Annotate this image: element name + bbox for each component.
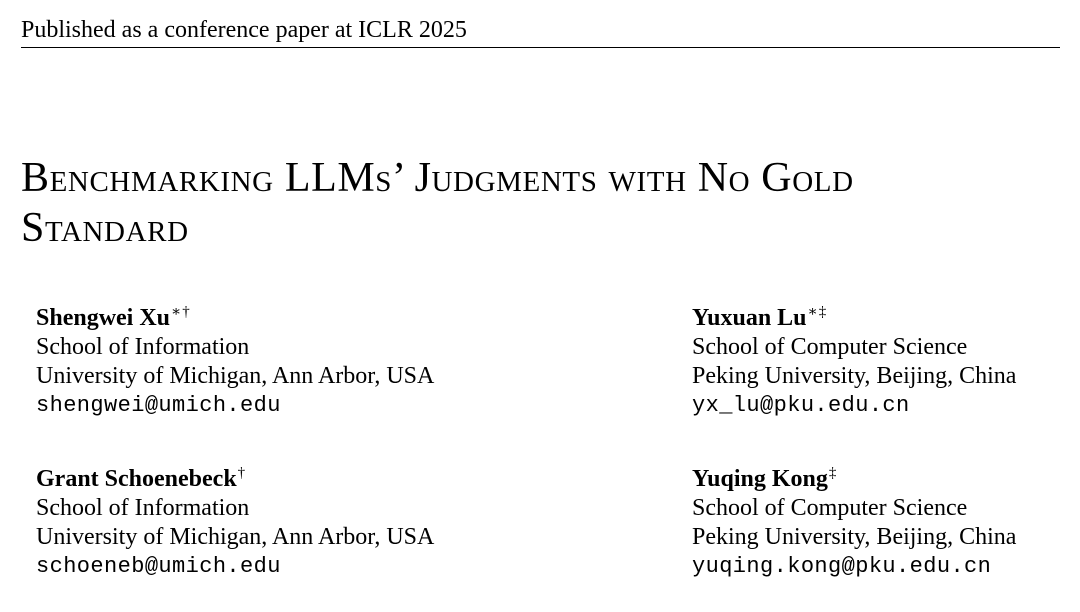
- author-name: Yuxuan Lu: [692, 305, 807, 331]
- author-name: Yuqing Kong: [692, 466, 828, 492]
- author-footnote-marks: †: [237, 465, 247, 481]
- author-location: University of Michigan, Ann Arbor, USA: [36, 524, 435, 550]
- author-location: Peking University, Beijing, China: [692, 524, 1017, 550]
- author-name: Grant Schoenebeck: [36, 466, 237, 492]
- author-block: [692, 304, 1016, 420]
- author-affiliation: School of Computer Science: [692, 495, 968, 521]
- author-footnote-marks: ∗‡: [807, 304, 828, 320]
- author-email: shengwei@umich.edu: [36, 393, 281, 418]
- author-email: yx_lu@pku.edu.cn: [692, 393, 910, 418]
- header-divider: [21, 47, 1060, 48]
- author-name-row: [692, 304, 1016, 333]
- author-name-row: [36, 304, 434, 333]
- author-affiliation: School of Computer Science: [692, 334, 968, 360]
- author-email: schoeneb@umich.edu: [36, 554, 281, 579]
- conference-header: Published as a conference paper at ICLR 2025: [21, 17, 467, 43]
- author-location: University of Michigan, Ann Arbor, USA: [36, 363, 435, 389]
- author-name-row: [36, 465, 434, 494]
- author-footnote-marks: ∗†: [171, 304, 191, 320]
- author-name-row: [692, 465, 1016, 494]
- author-block: [36, 465, 434, 581]
- author-affiliation: School of Information: [36, 495, 250, 521]
- paper-title-line-1: Benchmarking LLMs’ Judgments with No Gold: [21, 155, 854, 201]
- author-location: Peking University, Beijing, China: [692, 363, 1017, 389]
- author-footnote-marks: ‡: [828, 465, 838, 481]
- author-affiliation: School of Information: [36, 334, 250, 360]
- author-email: yuqing.kong@pku.edu.cn: [692, 554, 992, 579]
- paper-title-line-2: Standard: [21, 205, 189, 251]
- author-block: [36, 304, 434, 420]
- paper-title: [21, 153, 1071, 253]
- author-block: [692, 465, 1016, 581]
- author-name: Shengwei Xu: [36, 305, 171, 331]
